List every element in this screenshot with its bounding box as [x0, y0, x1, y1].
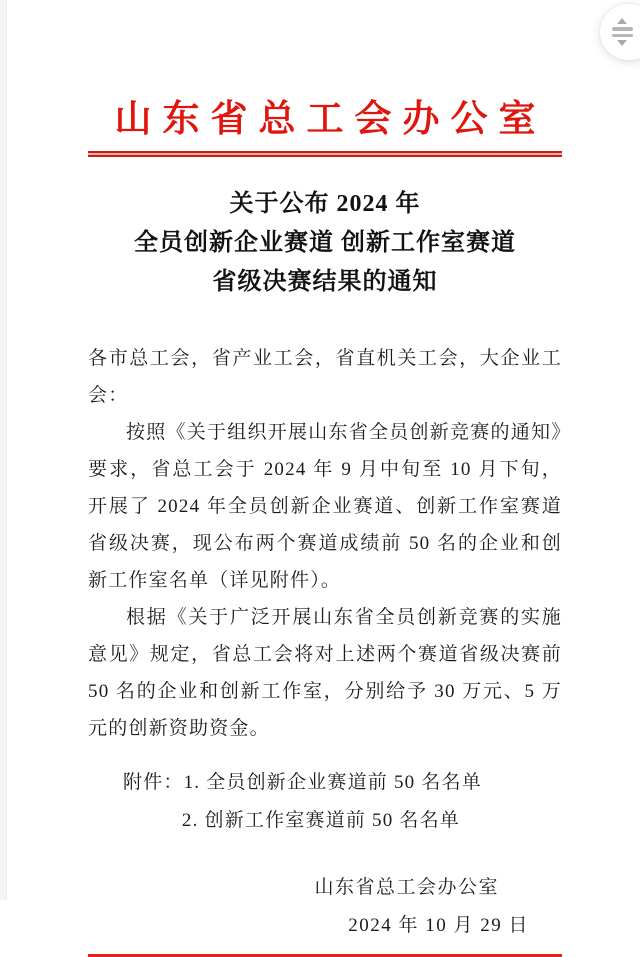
document-title-line3: 省级决赛结果的通知: [212, 269, 438, 295]
body-paragraph: 按照《关于组织开展山东省全员创新竞赛的通知》要求，省总工会于 2024 年 9 月中旬至 10 月下旬，开展了 2024 年全员创新企业赛道、创新工作室赛道省级决赛，现公布两个赛道成绩前 50 名的企业和创新工作室名单（详见附件）。: [88, 422, 562, 591]
signature-block: [88, 869, 562, 945]
attachment-item-2: 2. 创新工作室赛道前 50 名名单: [181, 810, 460, 831]
scroll-down-arrow-icon: [617, 40, 627, 46]
attachment-item-1: 1. 全员创新企业赛道前 50 名名单: [183, 772, 482, 793]
signature-issuer: 山东省总工会办公室: [314, 877, 499, 898]
signature-date: 2024 年 10 月 29 日: [348, 915, 529, 936]
attachments-list: [123, 764, 562, 840]
letterhead-divider: [88, 151, 562, 157]
scroll-grip-bar-icon: [612, 34, 633, 38]
letterhead: [88, 0, 562, 157]
document-title-line2: 全员创新企业赛道 创新工作室赛道: [134, 230, 516, 256]
letterhead-issuer-title: 山东省总工会办公室: [114, 99, 547, 140]
document-page: [7, 0, 640, 936]
document-title-line1: 关于公布 2024 年: [229, 191, 421, 217]
attachment-item: [123, 764, 562, 802]
page-left-edge: [0, 0, 7, 900]
document-title: [88, 185, 562, 302]
scroll-grip-bar-icon: [612, 27, 633, 31]
scroll-vertical-icon: [612, 18, 633, 46]
salutation-line: 各市总工会，省产业工会，省直机关工会，大企业工会：: [88, 348, 562, 406]
attachments-label: 附件：: [123, 772, 184, 793]
scroll-up-arrow-icon: [617, 18, 627, 24]
body-paragraph: 根据《关于广泛开展山东省全员创新竞赛的实施意见》规定，省总工会将对上述两个赛道省级决赛前 50 名的企业和创新工作室，分别给予 30 万元、5 万元的创新资助资金。: [88, 607, 562, 739]
document-body: [88, 340, 562, 747]
